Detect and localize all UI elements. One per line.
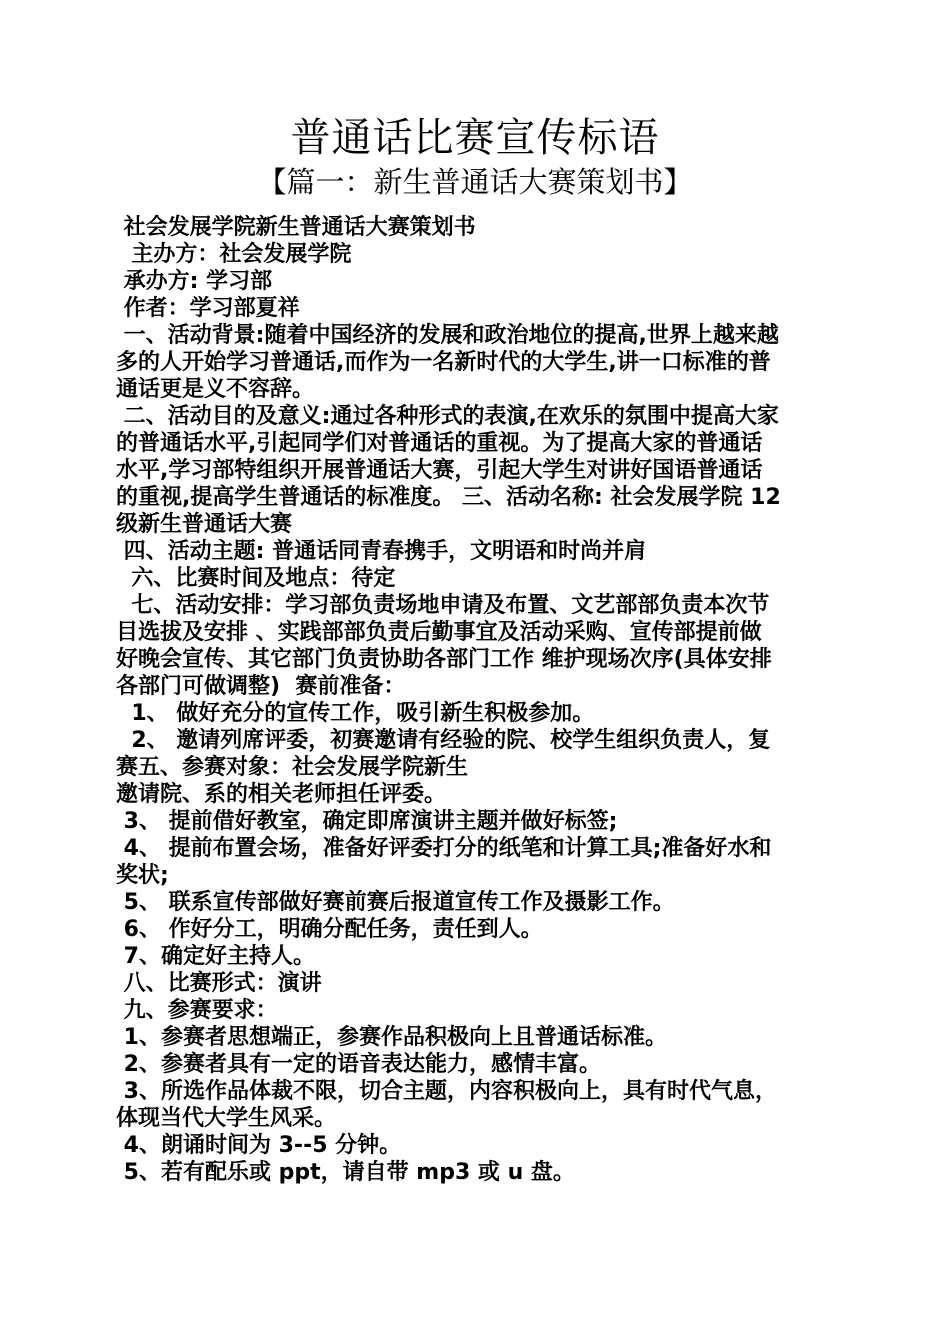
body-line: 邀请院、系的相关老师担任评委。 [116, 782, 447, 807]
body-line: 多的人开始学习普通话,而作为一名新时代的大学生,讲一口标准的普 [116, 350, 771, 375]
body-line: 4、朗诵时间为 3--5 分钟。 [116, 1133, 402, 1158]
body-line: 赛五、参赛对象：社会发展学院新生 [116, 755, 469, 780]
body-line: 1、参赛者思想端正，参赛作品积极向上且普通话标准。 [116, 1025, 667, 1050]
body-line: 作者：学习部夏祥 [116, 296, 300, 321]
body-line: 八、比赛形式：演讲 [116, 971, 322, 996]
body-line: 九、参赛要求： [116, 998, 278, 1023]
body-line: 六、比赛时间及地点：待定 [116, 566, 396, 591]
body-line: 5、 联系宣传部做好赛前赛后报道宣传工作及摄影工作。 [116, 890, 675, 915]
body-line: 承办方: 学习部 [116, 269, 273, 294]
body-line: 七、活动安排：学习部负责场地申请及布置、文艺部部负责本次节 [116, 593, 770, 618]
body-line: 3、所选作品体裁不限，切合主题，内容积极向上，具有时代气息， [116, 1079, 777, 1104]
body-line: 级新生普通话大赛 [116, 512, 293, 537]
document-subtitle: 【篇一：新生普通话大赛策划书】 [257, 165, 693, 199]
body-line: 目选拔及安排 、实践部部负责后勤事宜及活动采购、宣传部提前做 [116, 620, 762, 645]
body-line: 水平,学习部特组织开展普通话大赛，引起大学生对讲好国语普通话 [116, 458, 763, 483]
body-line: 社会发展学院新生普通话大赛策划书 [116, 215, 476, 240]
document-title: 普通话比赛宣传标语 [290, 115, 660, 161]
body-line: 主办方：社会发展学院 [116, 242, 352, 267]
body-line: 5、若有配乐或 ppt，请自带 mp3 或 u 盘。 [116, 1160, 575, 1185]
body-line: 好晚会宣传、其它部门负责协助各部门工作 维护现场次序(具体安排 [116, 647, 772, 672]
document-body [116, 214, 836, 1186]
body-line: 7、确定好主持人。 [116, 944, 315, 969]
body-line: 3、 提前借好教室，确定即席演讲主题并做好标签; [116, 809, 618, 834]
body-line: 2、参赛者具有一定的语音表达能力，感情丰富。 [116, 1052, 601, 1077]
body-line: 4、 提前布置会场，准备好评委打分的纸笔和计算工具;准备好水和 [116, 836, 772, 861]
body-line: 体现当代大学生风采。 [116, 1106, 337, 1131]
body-line: 的重视,提高学生普通话的标准度。 三、活动名称: 社会发展学院 12 [116, 485, 781, 510]
body-line: 2、 邀请列席评委，初赛邀请有经验的院、校学生组织负责人，复 [116, 728, 771, 753]
body-line: 1、 做好充分的宣传工作，吸引新生积极参加。 [116, 701, 595, 726]
body-line: 各部门可做调整) 赛前准备： [116, 674, 406, 699]
body-line: 通话更是义不容辞。 [116, 377, 315, 402]
body-line: 的普通话水平,引起同学们对普通话的重视。为了提高大家的普通话 [116, 431, 763, 456]
body-line: 四、活动主题: 普通话同青春携手，文明语和时尚并肩 [116, 539, 647, 564]
body-line: 6、 作好分工，明确分配任务，责任到人。 [116, 917, 543, 942]
body-line: 奖状; [116, 863, 169, 888]
body-line: 一、活动背景:随着中国经济的发展和政治地位的提高,世界上越来越 [116, 323, 779, 348]
body-line: 二、活动目的及意义:通过各种形式的表演,在欢乐的氛围中提高大家 [116, 404, 779, 429]
